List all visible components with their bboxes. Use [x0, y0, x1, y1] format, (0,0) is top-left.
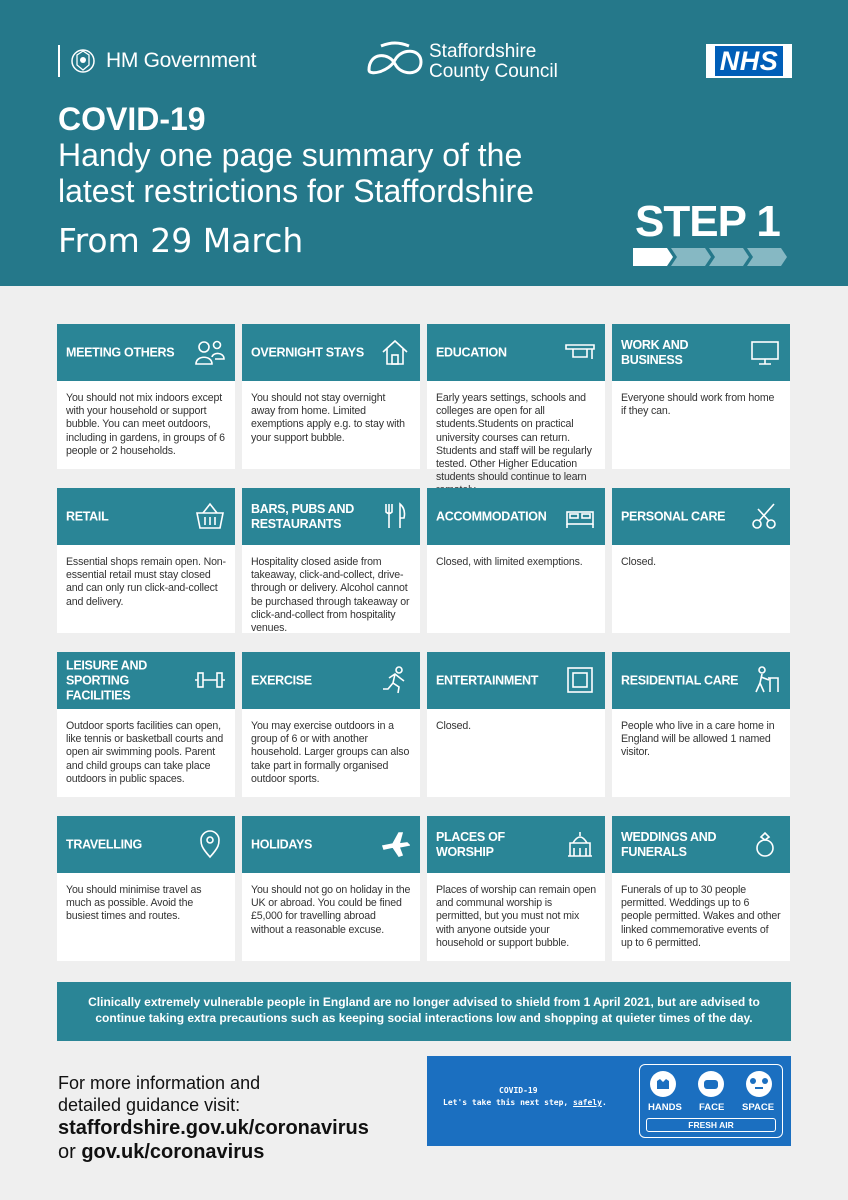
card-body-text: People who live in a care home in England will be allowed 1 named visitor.	[621, 720, 775, 759]
chevron-step-3	[709, 248, 749, 266]
runner-icon	[380, 665, 410, 695]
chevron-step-2	[671, 248, 711, 266]
card-body-text: Closed, with limited exemptions.	[436, 556, 583, 568]
chevron-step-4	[747, 248, 787, 266]
card-header	[57, 324, 235, 381]
more-info-line1: For more information and	[58, 1073, 261, 1093]
card-header	[57, 816, 235, 873]
card-body-text: You may exercise outdoors in a group of 6 or with another household. Larger groups can also take part in formally organised outdoor sports.	[251, 720, 410, 785]
card-body-text: You should minimise travel as much as possible. Avoid the busiest times and routes.	[66, 884, 202, 923]
page-subtitle-line1: Handy one page summary of the	[58, 137, 523, 173]
scc-line1: Staffordshire	[429, 41, 537, 62]
frame-icon	[565, 665, 595, 695]
card-title: ACCOMMODATION	[436, 509, 547, 523]
tagline-emphasis: safely	[573, 1098, 602, 1107]
space-label: SPACE	[742, 1102, 775, 1113]
hands-icon	[650, 1071, 676, 1097]
card-title: BARS, PUBS AND RESTAURANTS	[251, 501, 354, 531]
restriction-card	[612, 816, 790, 961]
card-body-text: Hospitality closed aside from takeaway, click-and-collect, drive-through or delivery. Alcohol cannot be purchased through takeaway or click-and-collect from hospitality venues.	[251, 556, 410, 635]
card-title: OVERNIGHT STAYS	[251, 345, 364, 359]
card-title: WORK AND BUSINESS	[621, 337, 689, 367]
card-body-text: Everyone should work from home if they can.	[621, 392, 775, 418]
card-body-text: Closed.	[436, 720, 471, 732]
restriction-card	[427, 324, 605, 484]
card-title: EXERCISE	[251, 673, 312, 687]
safety-banner	[427, 1056, 791, 1146]
staffordshire-link[interactable]: staffordshire.gov.uk/coronavirus	[58, 1117, 369, 1139]
airplane-icon	[380, 829, 410, 859]
card-header	[427, 324, 605, 381]
bed-icon	[565, 501, 595, 531]
face-mask-icon	[698, 1071, 724, 1097]
hands-label: HANDS	[648, 1102, 682, 1113]
card-title: RETAIL	[66, 509, 109, 523]
card-title: WEDDINGS AND FUNERALS	[621, 829, 717, 859]
cutlery-icon	[380, 501, 410, 531]
divider	[58, 45, 60, 77]
restriction-card	[242, 652, 420, 797]
restriction-card	[57, 324, 235, 469]
royal-crest-icon	[68, 46, 98, 76]
restriction-card	[612, 324, 790, 469]
hands-face-space-panel	[639, 1064, 783, 1138]
people-icon	[195, 337, 225, 367]
staffordshire-knot-icon	[365, 40, 425, 84]
card-header	[242, 488, 420, 545]
card-body-text: Outdoor sports facilities can open, like tennis or basketball courts and open air swimming pools. Parent and child groups can take place outdoors in public spaces.	[66, 720, 224, 785]
basket-icon	[195, 501, 225, 531]
chevron-step-1	[633, 248, 673, 266]
hm-government-label: HM Government	[106, 49, 257, 72]
card-title: PLACES OF WORSHIP	[436, 829, 505, 859]
card-header	[427, 488, 605, 545]
page-title: COVID-19	[58, 101, 206, 137]
distance-icon	[746, 1071, 772, 1097]
card-body-text: You should not go on holiday in the UK or abroad. You could be fined £5,000 for travelling abroad without a reasonable excuse.	[251, 884, 411, 936]
restriction-card	[57, 652, 235, 797]
location-pin-icon	[195, 829, 225, 859]
restriction-card	[612, 488, 790, 633]
card-title: ENTERTAINMENT	[436, 673, 539, 687]
card-header	[612, 324, 790, 381]
card-header	[427, 816, 605, 873]
gov-uk-link[interactable]: gov.uk/coronavirus	[81, 1141, 265, 1163]
banner-covid-label: COVID-19	[499, 1086, 538, 1095]
card-header	[242, 324, 420, 381]
card-header	[57, 652, 235, 709]
card-body-text: Essential shops remain open. Non-essential retail must stay closed and can only run click-and-collect and delivery.	[66, 556, 226, 608]
card-body-text: You should not stay overnight away from home. Limited exemptions apply e.g. to stay with your support bubble.	[251, 392, 405, 444]
restriction-card	[57, 816, 235, 961]
restriction-card	[612, 652, 790, 797]
card-body-text: Early years settings, schools and colleges are open for all students.Students on practical university courses can return. Students and staff will be regularly tested. Other Higher Education students should continue to learn	[436, 392, 592, 484]
restriction-card	[57, 488, 235, 633]
restriction-card	[242, 324, 420, 469]
card-body-text: Places of worship can remain open and communal worship is permitted, but you must not mix with anyone outside your household or support bubble.	[436, 884, 596, 949]
card-title: LEISURE AND SPORTING FACILITIES	[66, 658, 147, 702]
card-header	[57, 488, 235, 545]
header-banner	[0, 0, 848, 286]
link-prefix: or	[58, 1141, 82, 1163]
step-progress-chevrons	[633, 248, 789, 266]
staffordshire-county-council-logo	[365, 40, 558, 84]
place-of-worship-icon	[565, 829, 595, 859]
house-icon	[380, 337, 410, 367]
card-title: RESIDENTIAL CARE	[621, 673, 739, 687]
card-title: MEETING OTHERS	[66, 345, 175, 359]
card-title: HOLIDAYS	[251, 837, 313, 851]
card-header	[242, 652, 420, 709]
restriction-card	[427, 816, 605, 961]
more-information	[58, 1072, 369, 1164]
more-info-line2: detailed guidance visit:	[58, 1095, 241, 1115]
card-header	[242, 816, 420, 873]
card-header	[612, 816, 790, 873]
face-label: FACE	[699, 1102, 725, 1113]
card-body-text: Closed.	[621, 556, 656, 568]
restriction-card	[427, 652, 605, 797]
restriction-card	[427, 488, 605, 633]
card-header	[427, 652, 605, 709]
banner-tagline: Let's take this next step, safely.	[443, 1098, 607, 1107]
nhs-label: NHS	[715, 46, 784, 76]
restriction-card	[242, 816, 420, 961]
shielding-notice: Clinically extremely vulnerable people in England are no longer advised to shield from 1 April 2021, but are advised to continue taking extra precautions such as keeping social interactions low and shopping at quieter times of the day.	[57, 982, 791, 1041]
card-title: EDUCATION	[436, 345, 507, 359]
ring-icon	[750, 829, 780, 859]
fresh-air-label: FRESH AIR	[646, 1118, 776, 1132]
monitor-icon	[750, 337, 780, 367]
walker-icon	[750, 665, 780, 695]
card-title: TRAVELLING	[66, 837, 142, 851]
hm-government-logo	[58, 44, 256, 78]
card-body-text: Funerals of up to 30 people permitted. Weddings up to 6 people permitted. Wakes and other linked commemorative events of up to 6 permitted.	[621, 884, 781, 949]
card-title: PERSONAL CARE	[621, 509, 726, 523]
restriction-card	[242, 488, 420, 633]
graduation-cap-icon	[565, 337, 595, 367]
card-header	[612, 652, 790, 709]
nhs-logo	[706, 44, 792, 78]
dumbbell-icon	[195, 665, 225, 695]
scc-line2: County Council	[429, 61, 558, 82]
step-label: STEP 1	[635, 197, 780, 246]
effective-date: From 29 March	[58, 221, 304, 260]
page-subtitle-line2: latest restrictions for Staffordshire	[58, 173, 535, 209]
scissors-icon	[750, 501, 780, 531]
card-body-text: You should not mix indoors except with your household or support bubble. You can meet outdoors, including in gardens, in groups of 6 people or 2 households.	[66, 392, 225, 457]
card-header	[612, 488, 790, 545]
